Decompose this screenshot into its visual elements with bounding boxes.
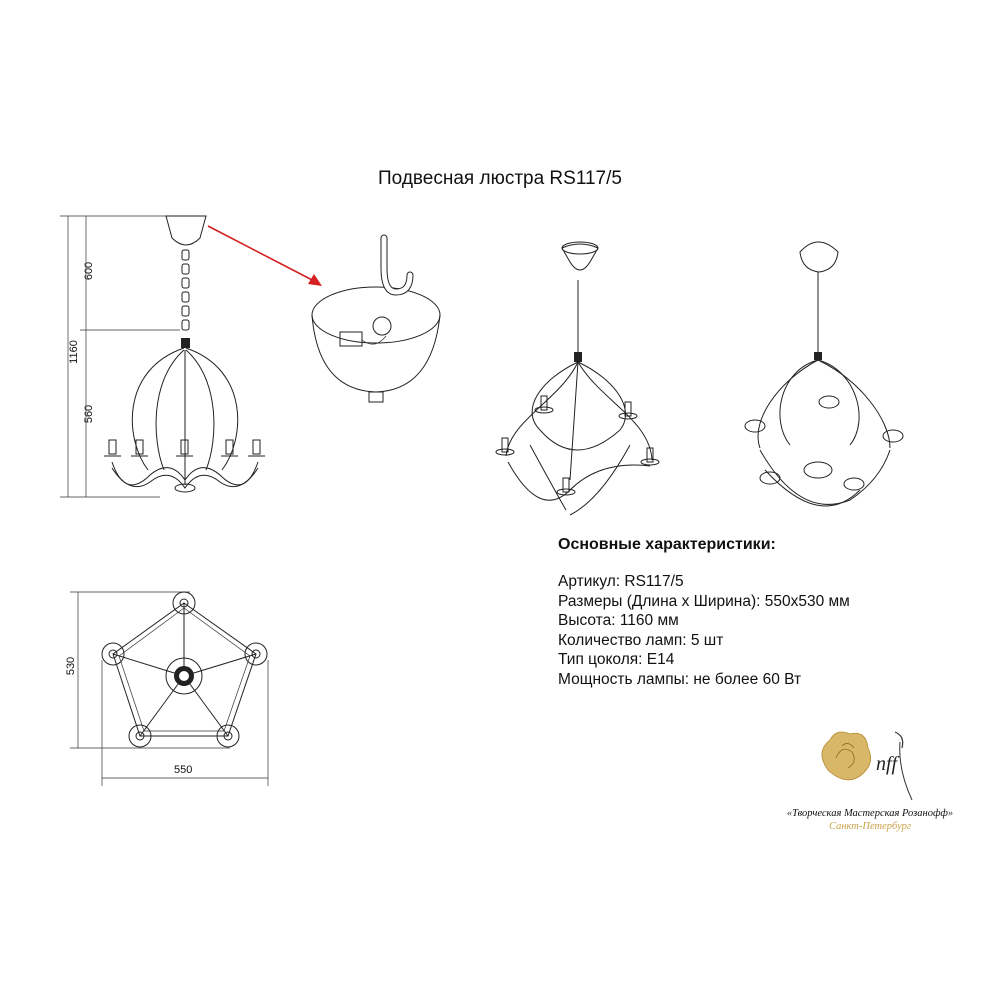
spec-lamp-power: Мощность лампы: не более 60 Вт bbox=[558, 670, 802, 688]
dim-length-top-view: 550 bbox=[174, 764, 193, 776]
top-view-drawing bbox=[70, 592, 268, 786]
spec-height: Высота: 1160 мм bbox=[558, 612, 679, 629]
brand-logo bbox=[822, 732, 912, 800]
spec-dimensions: Размеры (Длина х Ширина): 550х530 мм bbox=[558, 592, 850, 610]
perspective-view-2 bbox=[745, 242, 903, 506]
page-title: Подвесная люстра RS117/5 bbox=[378, 168, 622, 189]
perspective-view-1 bbox=[496, 242, 659, 515]
dim-total-height: 1160 bbox=[67, 340, 80, 364]
logo-text: nff bbox=[876, 753, 898, 775]
spec-socket-type: Тип цоколя: Е14 bbox=[558, 651, 675, 668]
dim-width-top-view: 530 bbox=[65, 656, 78, 676]
detail-arrow bbox=[208, 226, 322, 286]
brand-city: Санкт-Петербург bbox=[829, 821, 911, 832]
dim-chain-length: 600 bbox=[83, 261, 96, 281]
dim-body-height: 560 bbox=[83, 404, 96, 424]
spec-lamp-count: Количество ламп: 5 шт bbox=[558, 631, 724, 649]
front-view-drawing bbox=[60, 216, 265, 497]
specifications bbox=[558, 536, 850, 689]
canopy-detail-drawing bbox=[312, 238, 440, 402]
specs-heading: Основные характеристики: bbox=[558, 536, 776, 553]
brand-name: «Творческая Мастерская Розанофф» bbox=[786, 808, 954, 819]
spec-article: Артикул: RS117/5 bbox=[558, 573, 684, 590]
